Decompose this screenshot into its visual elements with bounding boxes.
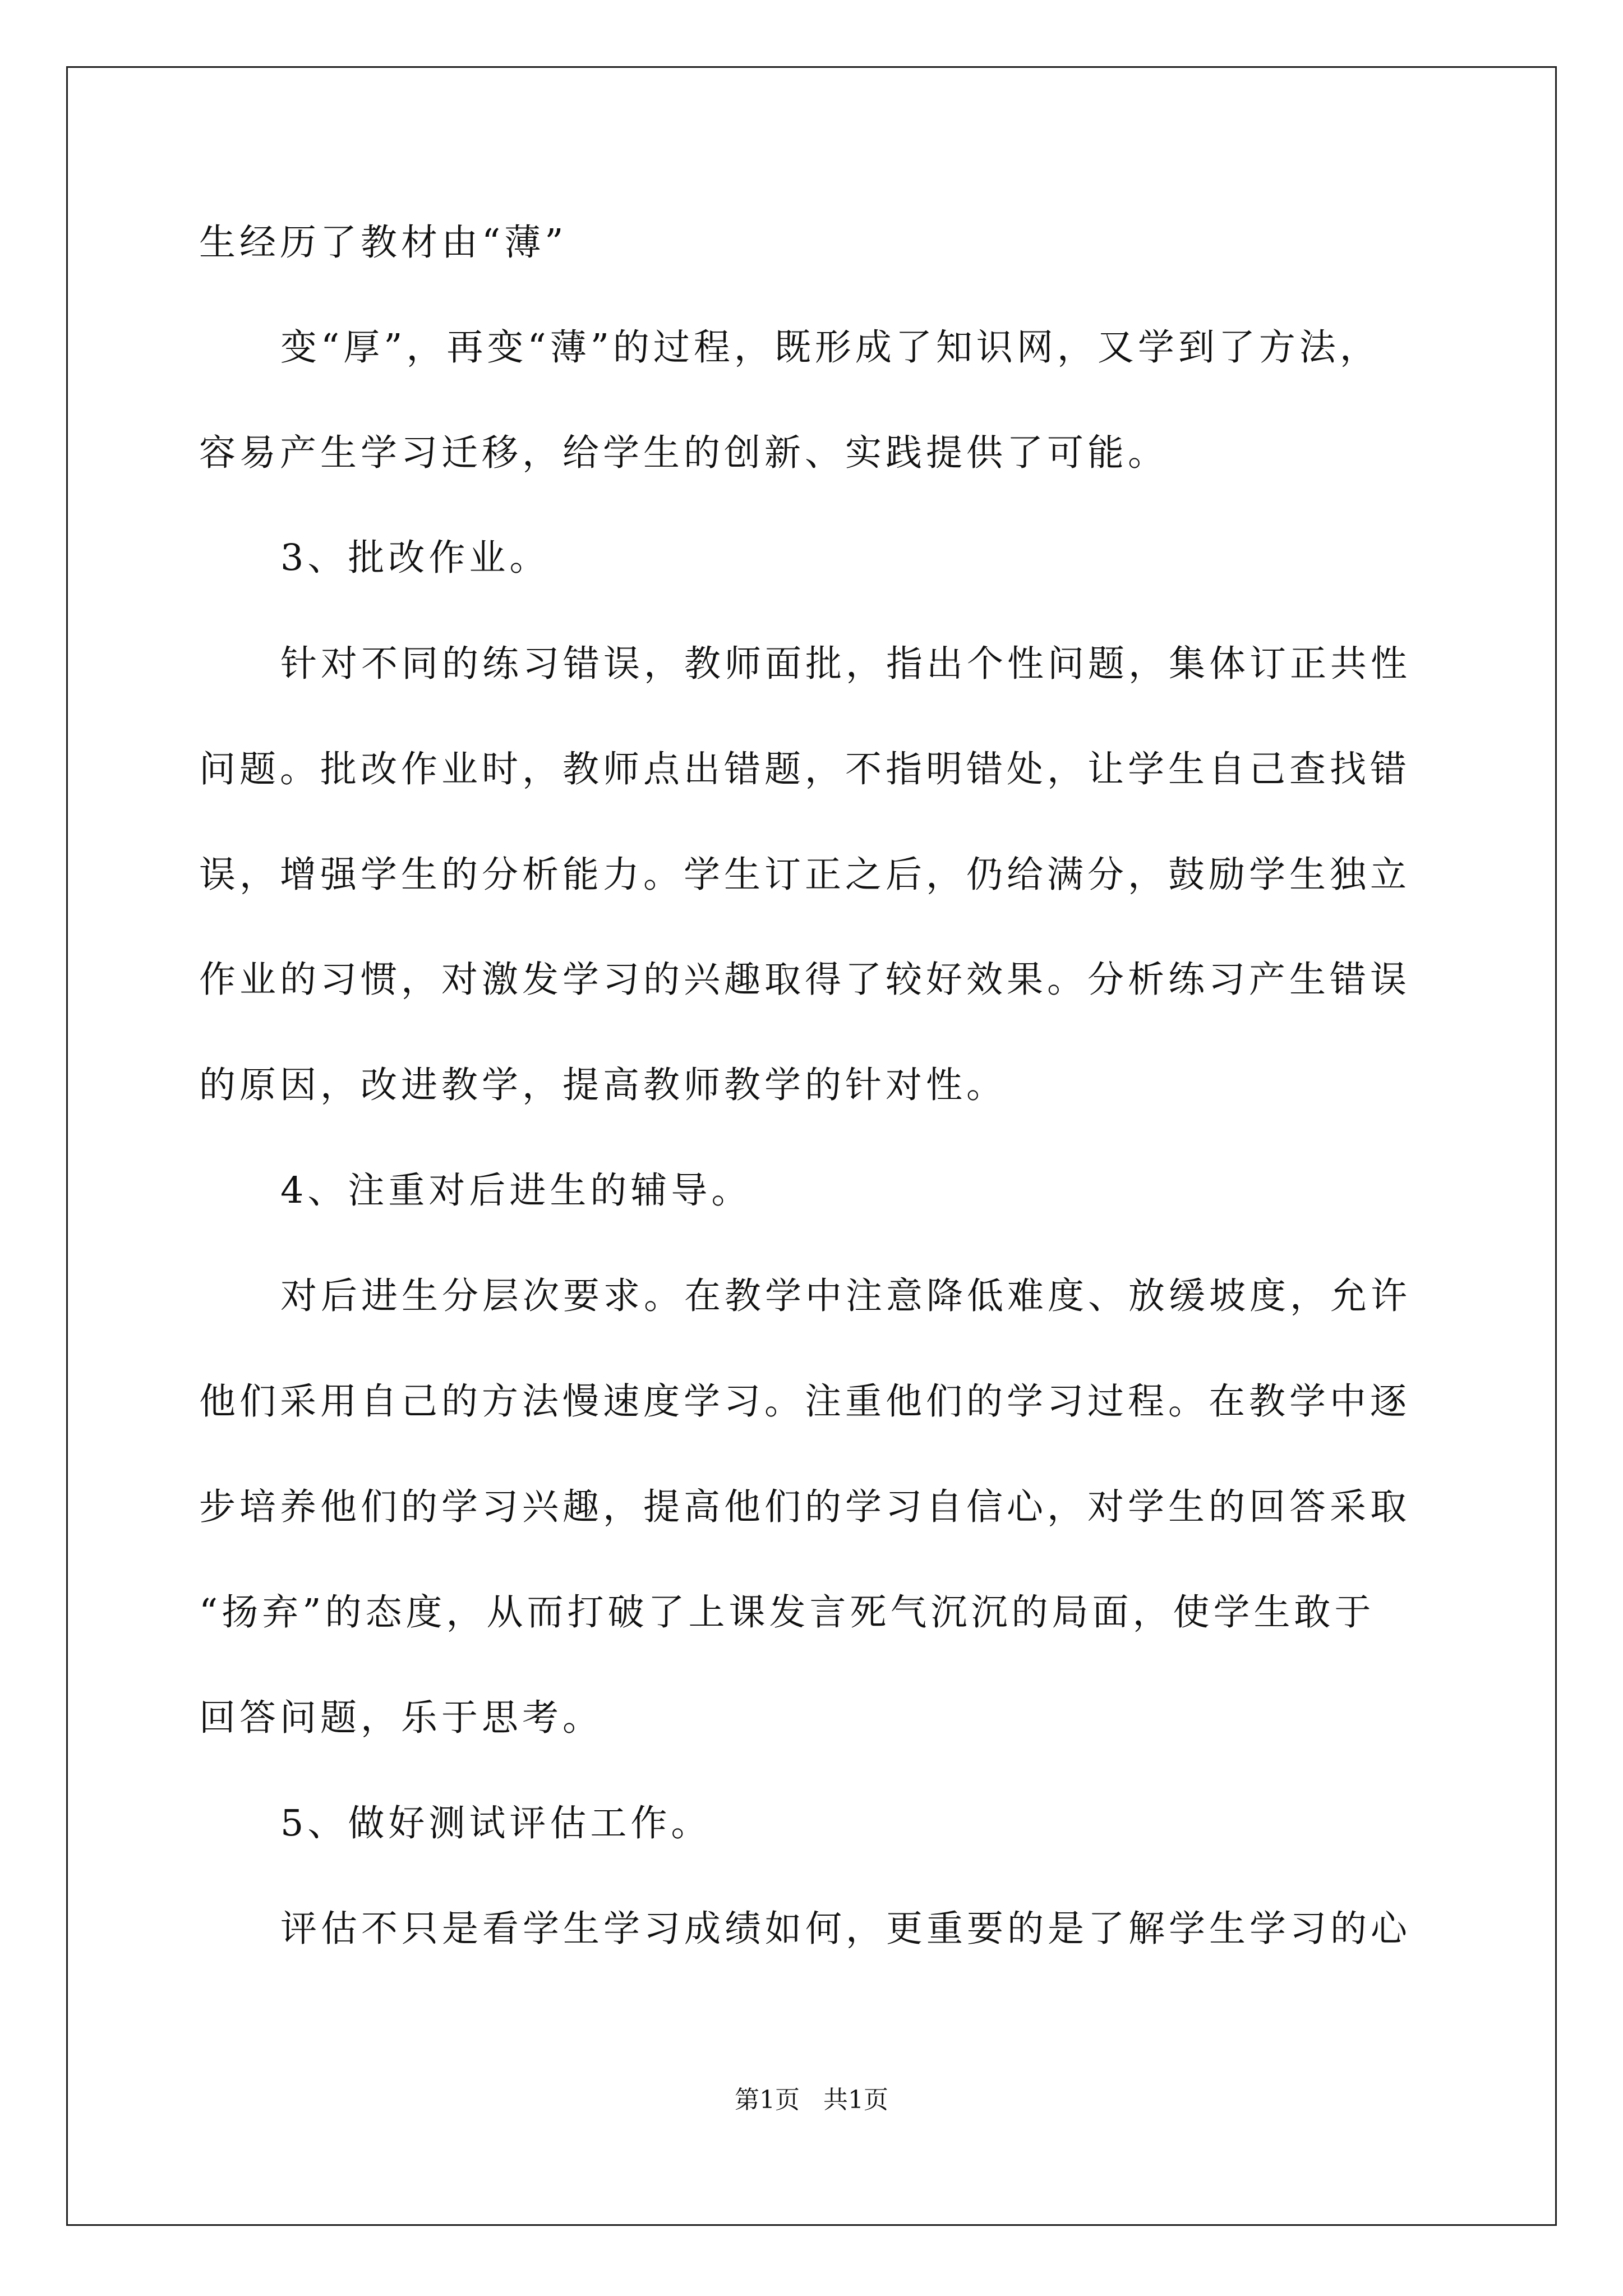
text-line: 问题。批改作业时，教师点出错题，不指明错处，让学生自己查找错 — [199, 748, 1411, 790]
section-heading: 3、批改作业。 — [280, 537, 550, 579]
text-line: 变“厚”，再变“薄”的过程，既形成了知识网，又学到了方法， — [280, 326, 1380, 369]
section-heading: 4、注重对后进生的辅导。 — [280, 1170, 752, 1212]
text-line: 他们采用自己的方法慢速度学习。注重他们的学习过程。在教学中逐 — [199, 1381, 1411, 1423]
section-heading: 5、做好测试评估工作。 — [280, 1802, 712, 1844]
text-line: 误，增强学生的分析能力。学生订正之后，仍给满分，鼓励学生独立 — [199, 854, 1411, 896]
text-line: 生经历了教材由“薄” — [199, 222, 568, 264]
text-line: 的原因，改进教学，提高教师教学的针对性。 — [199, 1064, 1007, 1106]
text-line: 作业的习惯，对激发学习的兴趣取得了较好效果。分析练习产生错误 — [199, 959, 1411, 1001]
page-number-footer: 第1页 共1页 — [735, 2086, 888, 2114]
text-line: 步培养他们的学习兴趣，提高他们的学习自信心，对学生的回答采取 — [199, 1486, 1411, 1528]
text-line: 回答问题，乐于思考。 — [199, 1697, 603, 1739]
text-line: 针对不同的练习错误，教师面批，指出个性问题，集体订正共性 — [280, 643, 1412, 685]
text-line: 评估不只是看学生学习成绩如何，更重要的是了解学生学习的心 — [280, 1908, 1412, 1950]
page-frame — [66, 66, 1557, 2226]
text-line: 对后进生分层次要求。在教学中注意降低难度、放缓坡度，允许 — [280, 1275, 1412, 1317]
text-line: “扬弃”的态度，从而打破了上课发言死气沉沉的局面，使学生敢于 — [199, 1591, 1375, 1634]
text-line: 容易产生学习迁移，给学生的创新、实践提供了可能。 — [199, 432, 1169, 474]
